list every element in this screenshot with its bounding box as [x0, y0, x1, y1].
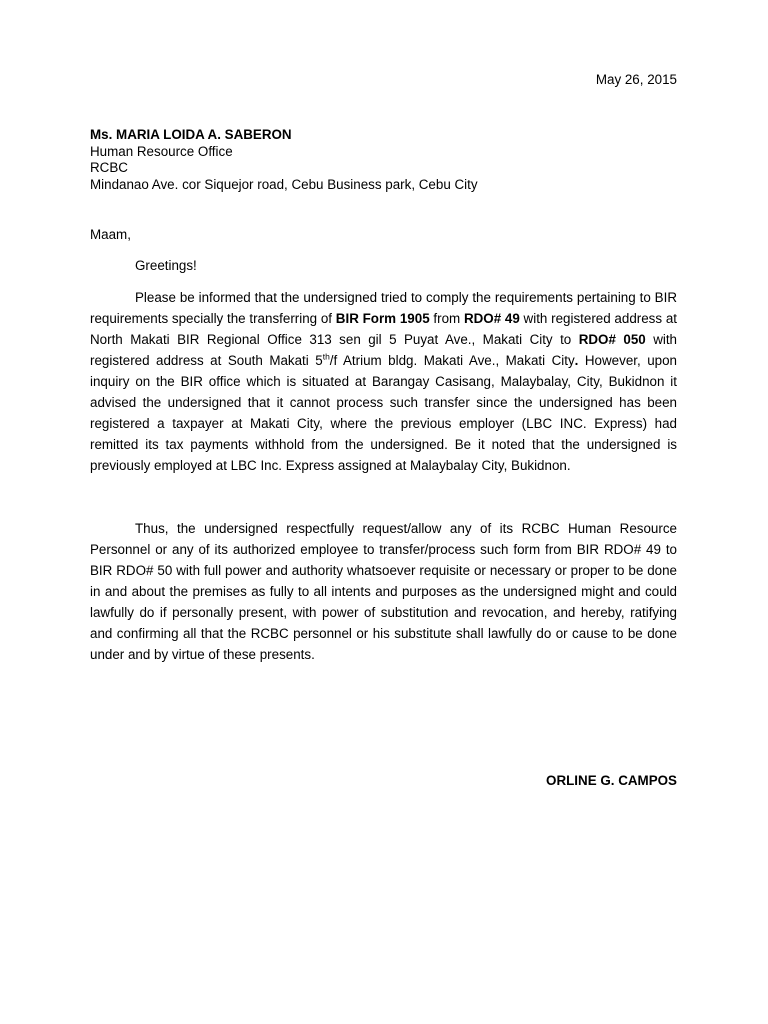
salutation: Maam, [90, 227, 131, 242]
letter-date: May 26, 2015 [595, 72, 677, 87]
paragraph-text: Please be informed that the undersigned tried to comply the requirements pertaining to BIR requirements specially the transferring of [90, 290, 677, 326]
paragraph-text: with registered address at North Makati BIR Regional Office 313 sen gil 5 Puyat Ave., Makati City to [90, 311, 677, 347]
greeting: Greetings! [135, 258, 197, 273]
recipient-company: RCBC [90, 160, 128, 176]
bold-period: . [574, 353, 579, 368]
rdo-from-reference: RDO# 49 [463, 311, 520, 326]
recipient-name: Ms. MARIA LOIDA A. SABERON [90, 127, 292, 142]
paragraph-text: with registered address at South Makati 5 [90, 332, 678, 368]
form-reference: BIR Form 1905 [335, 311, 430, 326]
recipient-office: Human Resource Office [90, 143, 233, 159]
paragraph-text: /f Atrium bldg. Makati Ave., Makati City [329, 353, 575, 368]
rdo-to-reference: RDO# 050 [578, 332, 646, 347]
paragraph-text: from [429, 311, 464, 326]
body-paragraph-1 [90, 287, 677, 476]
body-paragraph-2: Thus, the undersigned respectfully request/allow any of its RCBC Human Resource Personnel or any of its authorized employee to transfer/process such form from BIR RDO# 49 to BIR RDO# 50 with full power and authority whatsoever requisite or necessary or proper to be done in and about the premises as fully to all intents and purposes as the undersigned might and could lawfully do if personally present, with power of substitution and revocation, and hereby, ratifying and confirming all that the RCBC personnel or his substitute shall lawfully do or cause to be done under and by virtue of these presents. [90, 521, 677, 662]
recipient-block [90, 127, 678, 193]
signatory-name: ORLINE G. CAMPOS [546, 773, 677, 788]
ordinal-superscript: th [322, 351, 330, 362]
paragraph-text: However, upon inquiry on the BIR office which is situated at Barangay Casisang, Malaybalay, City, Bukidnon it advised the undersigned that it cannot process such transfer since the undersigned has been registered a taxpayer at Makati City, where the previous employer (LBC INC. Express) had remitted its tax payments withhold from the undersigned. Be it noted that the undersigned is previously employed at LBC Inc. Express assigned at Malaybalay City, Bukidnon. [90, 353, 677, 473]
recipient-address: Mindanao Ave. cor Siquejor road, Cebu Business park, Cebu City [90, 176, 478, 192]
